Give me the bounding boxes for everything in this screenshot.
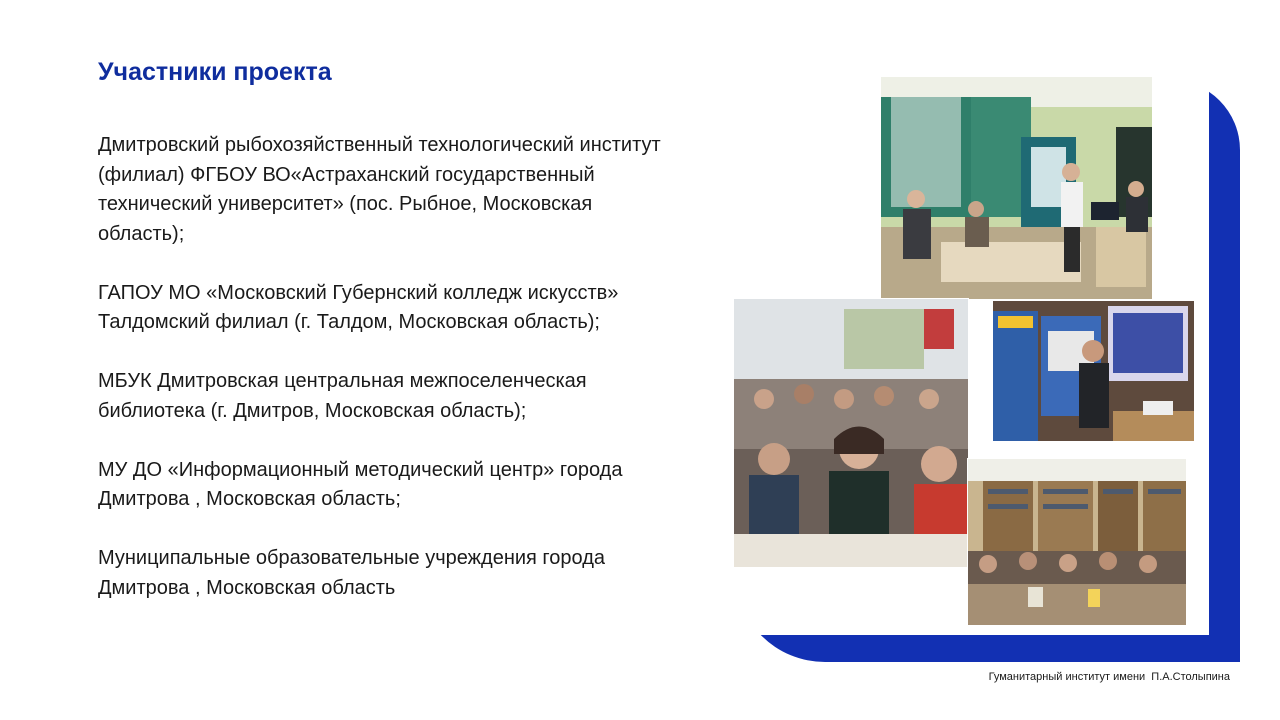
participant-item: Муниципальные образовательные учреждения города Дмитрова , Московская область bbox=[98, 547, 606, 599]
participant-item: МБУК Дмитровская центральная межпоселенческая библиотека (г. Дмитров, Московская область); bbox=[98, 370, 587, 422]
speaker-at-screen-photo bbox=[992, 300, 1195, 442]
participant-item: ГАПОУ МО «Московский Губернский колледж искусств» Талдомский филиал (г. Талдом, Московская область); bbox=[98, 281, 619, 333]
slide-title: Участники проекта bbox=[98, 58, 332, 86]
participant-item: МУ ДО «Информационный методический центр» города Дмитрова , Московская область; bbox=[98, 458, 623, 510]
participant-item: Дмитровский рыбохозяйственный технологический институт (филиал) ФГБОУ ВО«Астраханский государственный технический университет» (пос. Рыбное, Московская область); bbox=[98, 134, 661, 245]
footer-caption: Гуманитарный институт имени П.А.Столыпина bbox=[988, 671, 1230, 683]
students-seated-photo bbox=[733, 298, 969, 568]
library-audience-photo bbox=[967, 458, 1187, 626]
classroom-presentation-photo bbox=[880, 76, 1153, 300]
participants-list bbox=[98, 131, 738, 633]
